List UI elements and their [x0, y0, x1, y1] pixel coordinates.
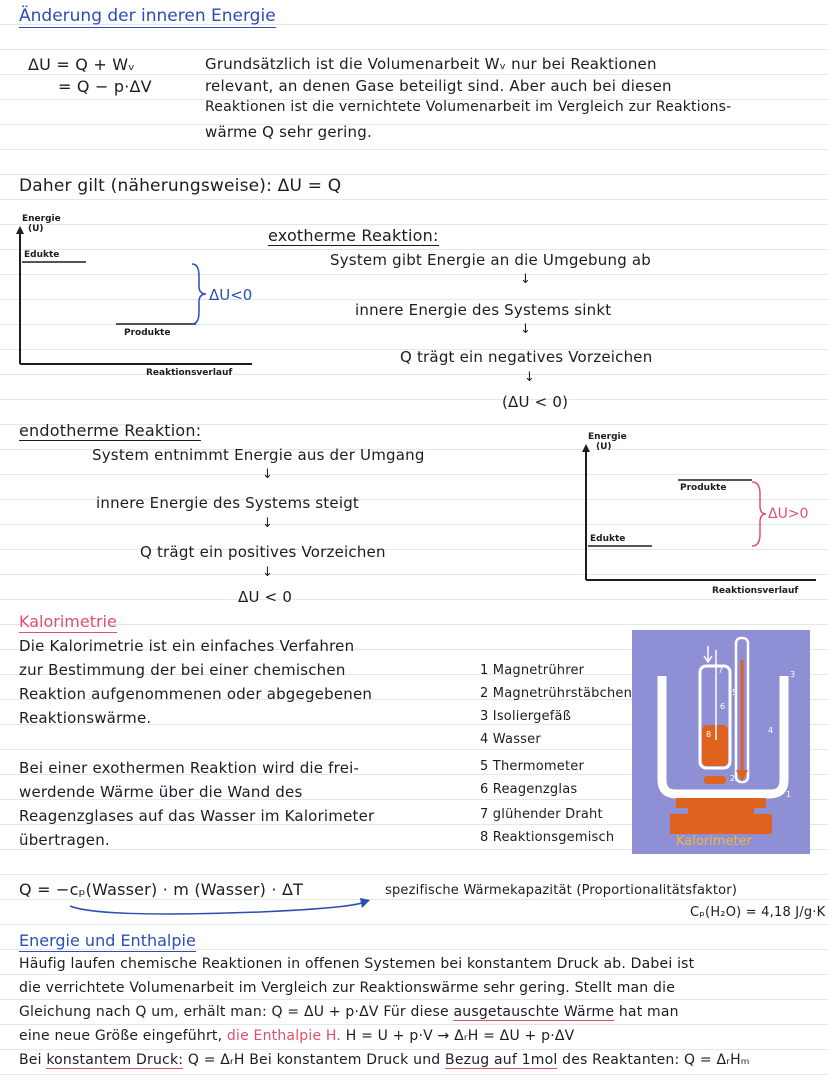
kalorimetrie-intro-line: Die Kalorimetrie ist ein einfaches Verfahren: [19, 637, 355, 655]
formula-line-2: = Q − p·ΔV: [58, 77, 152, 96]
delta-u-positive: ΔU>0: [768, 506, 809, 522]
produkte-label: Produkte: [124, 328, 171, 338]
paragraph-line: relevant, an denen Gase beteiligt sind. Aber auch bei diesen: [205, 77, 672, 95]
edukte-label: Edukte: [590, 534, 626, 544]
image-number: 2: [730, 774, 736, 783]
image-number: 3: [790, 670, 796, 679]
legend-item: 2 Magnetrührstäbchen: [480, 686, 633, 701]
legend-item: 4 Wasser: [480, 732, 541, 747]
endothermic-energy-chart: [580, 430, 820, 602]
kalorimetrie-exo-line: Reagenzglases auf das Wasser im Kalorimeter: [19, 807, 375, 825]
delta-u-negative: ΔU<0: [209, 286, 253, 304]
exo-step-4: (ΔU < 0): [502, 393, 569, 411]
legend-item: 3 Isoliergefäß: [480, 709, 572, 724]
y-axis-label: Energie: [22, 214, 61, 224]
down-arrow-icon: ↓: [262, 467, 273, 482]
legend-item: 8 Reaktionsgemisch: [480, 830, 615, 845]
magnetruehrstaebchen: [704, 776, 726, 784]
line4-part-a: eine neue Größe eingeführt,: [19, 1028, 227, 1044]
endo-step-4: ΔU < 0: [238, 588, 293, 606]
kalorimeter-drawing: [632, 630, 810, 854]
delta-brace: [192, 264, 206, 324]
image-number: 4: [768, 726, 774, 735]
paragraph-line: wärme Q sehr gering.: [205, 123, 372, 141]
image-number: 1: [786, 790, 792, 799]
enthalpie-line-1: Häufig laufen chemische Reaktionen in offenen Systemen bei konstantem Druck ab. Dabei ist: [19, 956, 695, 972]
edukte-label: Edukte: [24, 250, 60, 260]
down-arrow-icon: ↓: [262, 516, 273, 531]
paragraph-line: Grundsätzlich ist die Volumenarbeit Wᵥ nur bei Reaktionen: [205, 55, 657, 73]
y-axis-label: Energie: [588, 432, 627, 442]
image-number: 6: [720, 702, 726, 711]
ausgetauschte-waerme: ausgetauschte Wärme: [453, 1004, 615, 1020]
line3-part-a: Gleichung nach Q um, erhält man: Q = ΔU + p·ΔV Für diese: [19, 1004, 454, 1020]
endo-step-2: innere Energie des Systems steigt: [96, 494, 359, 512]
y-axis-arrow-icon: [582, 444, 590, 452]
y-axis-unit: (U): [596, 442, 612, 452]
kalorimetrie-formula: Q = −cₚ(Wasser) · m (Wasser) · ΔT: [19, 880, 304, 899]
enthalpie-line-3: [19, 1004, 679, 1020]
enthalpie-line-2: die verrichtete Volumenarbeit im Vergleich zur Reaktionswärme sehr gering. Stellt man die: [19, 980, 676, 996]
kalorimetrie-title: Kalorimetrie: [19, 612, 117, 631]
kalorimetrie-intro-line: zur Bestimmung der bei einer chemischen: [19, 661, 346, 679]
enthalpie-line-4: [19, 1028, 574, 1044]
down-arrow-icon: [704, 646, 712, 662]
y-axis-arrow-icon: [16, 226, 24, 234]
legend-item: 7 glühender Draht: [480, 807, 603, 822]
formula-line-1: ΔU = Q + Wᵥ: [28, 55, 136, 74]
x-axis-label: Reaktionsverlauf: [712, 586, 799, 596]
enthalpie-line-5: [19, 1052, 750, 1068]
y-axis-unit: (U): [28, 224, 44, 234]
line3-part-c: hat man: [614, 1004, 679, 1020]
down-arrow-icon: ↓: [520, 272, 531, 287]
magnetruehrer-base: [670, 814, 772, 834]
approximation-statement: Daher gilt (näherungsweise): ΔU = Q: [19, 176, 342, 196]
kalorimetrie-exo-line: werdende Wärme über die Wand des: [19, 783, 303, 801]
line5-part-e: des Reaktanten: Q = ΔᵣHₘ: [557, 1052, 750, 1068]
image-number: 7: [718, 666, 724, 675]
exo-step-3: Q trägt ein negatives Vorzeichen: [400, 348, 653, 366]
line5-part-a: Bei: [19, 1052, 47, 1068]
exo-step-1: System gibt Energie an die Umgebung ab: [330, 251, 651, 269]
enthalpie-title: Energie und Enthalpie: [19, 931, 196, 950]
konstantem-druck: konstantem Druck:: [46, 1052, 184, 1068]
kalorimetrie-intro-line: Reaktion aufgenommenen oder abgegebenen: [19, 685, 373, 703]
legend-item: 1 Magnetrührer: [480, 663, 585, 678]
legend-item: 5 Thermometer: [480, 759, 585, 774]
endo-step-3: Q trägt ein positives Vorzeichen: [140, 543, 386, 561]
arrow-head-icon: [360, 898, 370, 908]
section-title-innere-energie: Änderung der inneren Energie: [19, 6, 276, 26]
x-axis-label: Reaktionsverlauf: [146, 368, 233, 378]
kalorimetrie-intro-line: Reaktionswärme.: [19, 709, 152, 727]
formula-link-arrow: [60, 888, 380, 916]
cp-water-value: Cₚ(H₂O) = 4,18 J/g·K: [690, 905, 826, 920]
produkte-label: Produkte: [680, 483, 727, 493]
endo-step-1: System entnimmt Energie aus der Umgang: [92, 446, 425, 464]
exo-title: exotherme Reaktion:: [268, 226, 439, 245]
down-arrow-icon: ↓: [520, 322, 531, 337]
formula-note: spezifische Wärmekapazität (Proportionalitätsfaktor): [385, 883, 738, 898]
exo-step-2: innere Energie des Systems sinkt: [355, 301, 612, 319]
enthalpie-highlight: die Enthalpie H.: [226, 1028, 342, 1044]
image-caption: Kalorimeter: [676, 834, 752, 849]
image-number: 5: [732, 688, 738, 697]
exothermic-energy-chart: [16, 214, 256, 384]
image-number: 8: [706, 730, 712, 739]
line5-part-c: Q = ΔᵣH Bei konstantem Druck und: [183, 1052, 446, 1068]
down-arrow-icon: ↓: [262, 565, 273, 580]
endo-title: endotherme Reaktion:: [19, 421, 202, 440]
delta-brace: [752, 482, 766, 546]
kalorimetrie-exo-line: Bei einer exothermen Reaktion wird die frei-: [19, 759, 360, 777]
paragraph-line: Reaktionen ist die vernichtete Volumenarbeit im Vergleich zur Reaktions-: [205, 99, 732, 115]
bezug-auf-1mol: Bezug auf 1mol: [445, 1052, 558, 1068]
link-curve: [70, 902, 365, 914]
down-arrow-icon: ↓: [524, 370, 535, 385]
legend-item: 6 Reagenzglas: [480, 782, 578, 797]
kalorimeter-illustration: [632, 630, 810, 854]
kalorimetrie-exo-line: übertragen.: [19, 831, 110, 849]
line4-part-c: H = U + p·V → ΔᵣH = ΔU + p·ΔV: [341, 1028, 575, 1044]
